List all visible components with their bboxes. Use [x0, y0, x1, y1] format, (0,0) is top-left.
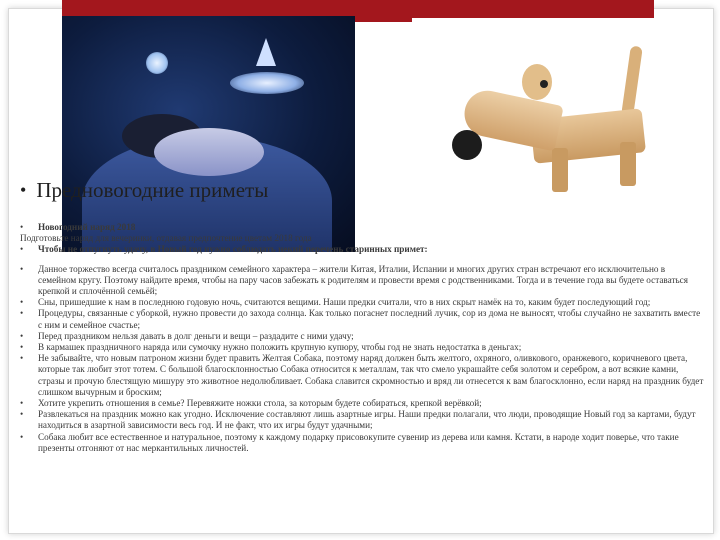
list-item-text: Процедуры, связанные с уборкой, нужно провести до захода солнца. Как только погаснет последний лучик, сор из дома не выносят, чтобы случайно не захватить вместе с ним и семейное счастье;	[38, 308, 701, 330]
sailboat-shape	[256, 38, 276, 66]
spacer	[20, 256, 704, 264]
list-item-text: Сны, пришедшие к нам в последнюю годовую ночь, считаются вещими. Наши предки считали, что в них скрыт намёк на то, каким будет последующий год;	[38, 297, 651, 308]
list-item-text: В кармашек праздничного наряда или сумочку нужно положить крупную купюру, чтобы год не знать недостатка в деньгах;	[38, 342, 522, 353]
dog-leg	[620, 142, 636, 186]
header-line-3	[20, 244, 704, 255]
header-line-1	[20, 222, 704, 233]
bullet: •	[20, 263, 24, 274]
list-item	[20, 409, 704, 431]
list-item	[20, 264, 704, 298]
dog-tail	[621, 46, 643, 117]
list-item	[20, 308, 704, 330]
list-item-text: Собака любит все естественное и натуральное, поэтому к каждому подарку присовокупите сувенир из дерева или камня. Кстати, в народе ходит поверье, что такие презенты отгоняют от нас меркантильных личностей.	[38, 431, 679, 453]
bullet: •	[20, 342, 24, 353]
bullet: •	[20, 353, 24, 364]
slide-body	[20, 222, 704, 454]
list-item	[20, 353, 704, 398]
list-item	[20, 432, 704, 454]
list-item	[20, 297, 704, 308]
bullet: •	[20, 308, 24, 319]
dog-leg	[552, 148, 568, 192]
wooden-dog-photo	[412, 18, 696, 208]
slide-title-row	[20, 178, 268, 203]
slide-title: Предновогодние приметы	[36, 178, 269, 202]
bullet: •	[20, 244, 24, 255]
dog-nose	[452, 130, 482, 160]
bullet: •	[20, 431, 24, 442]
list-item-text: Не забывайте, что новым патроном жизни будет править Желтая Собака, поэтому наряд должен быть желтого, охряного, оливкового, оранжевого, коричневого цвета, которые так любит этот тотем. С большой благосклонностью Собака относится к металлам, так что смело украшайте себя золотом и серебром, а вот всякие камни, стразы и прочую блестящую мишуру это животное недолюбливает. Собака славится скромностью и вряд ли отнесется к вам благосклонно, если наряд на праздник будет слишком вычурным и броским;	[38, 353, 704, 397]
bullet: •	[20, 409, 24, 420]
list-item	[20, 398, 704, 409]
dog-eye	[540, 80, 548, 88]
sleeping-woman-photo	[62, 16, 355, 252]
bullet: •	[20, 398, 24, 409]
cloud-shape	[230, 72, 304, 94]
face-shape	[154, 128, 264, 176]
list-item-text: Хотите укрепить отношения в семье? Перевяжите ножки стола, за которым будете собираться, крепкой верёвкой;	[38, 398, 482, 409]
list-item-text: Перед праздником нельзя давать в долг деньги и вещи – раздадите с ними удачу;	[38, 330, 354, 341]
moon-shape	[146, 52, 168, 74]
list-item	[20, 342, 704, 353]
title-bullet: •	[20, 180, 27, 200]
bullet: •	[20, 297, 24, 308]
list-item-text: Данное торжество всегда считалось праздником семейного характера – жители Китая, Италии, Испании и многих других стран встречают его исключительно в семейном кругу. Поэтому найдите время, чтобы на пару часов забежать к родителям и провести время с родственниками. Тогда и в течение года вы будете оставаться крепкой и сплочённой семьёй;	[38, 263, 688, 297]
omens-intro: Чтобы не отпугнуть удачу, в Новый год нужно соблюдать некий перечень старинных примет:	[38, 244, 428, 255]
outfit-heading: Новогодний наряд 2018	[38, 222, 136, 232]
list-item-text: Развлекаться на праздник можно как угодно. Исключение составляют лишь азартные игры. Наши предки полагали, что люди, проводящие Новый год за картами, будут находиться в азартной зависимости весь год. И не факт, что их игры будут удачными;	[38, 409, 696, 431]
list-item	[20, 331, 704, 342]
header-line-2: Подготовьте наряд для вечеринки, отдавая предпочтение цветам 2018 года	[20, 233, 312, 244]
bullet: •	[20, 330, 24, 341]
omens-list	[20, 264, 704, 454]
bullet: •	[20, 222, 24, 232]
